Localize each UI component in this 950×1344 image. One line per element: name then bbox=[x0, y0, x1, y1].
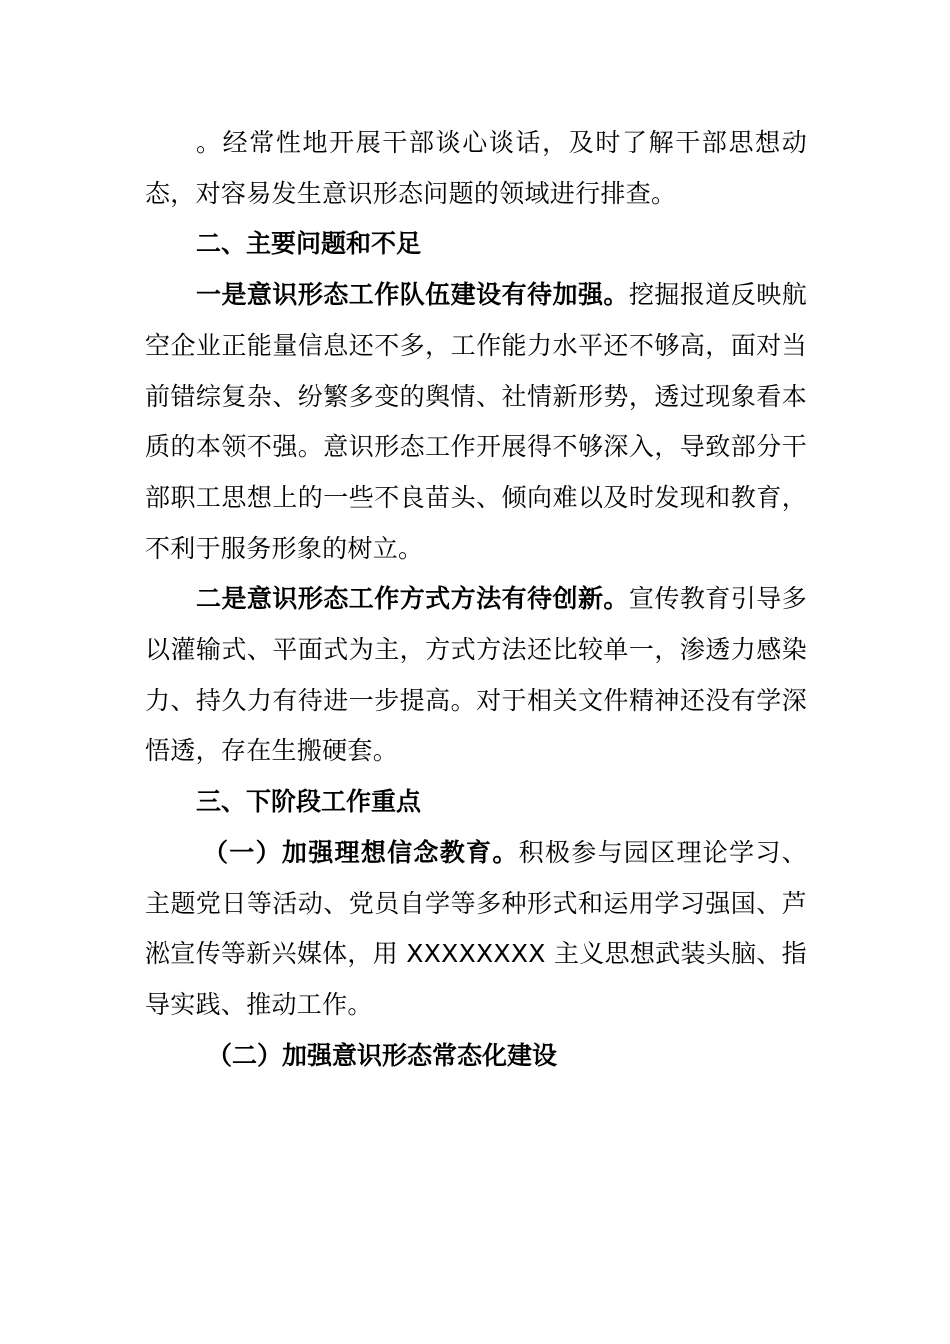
paragraph-lead: 二是意识形态工作方式方法有待创新。 bbox=[196, 584, 629, 614]
paragraph-priority-1 bbox=[145, 828, 807, 1031]
document-page bbox=[145, 118, 807, 1081]
paragraph-problem-1 bbox=[145, 270, 807, 574]
paragraph-body: 宣传教育引导多以灌输式、平面式为主，方式方法还比较单一，渗透力感染力、持久力有待进一步提高。对于相关文件精神还没有学深悟透，存在生搬硬套。 bbox=[145, 584, 807, 766]
paragraph-intro: 。经常性地开展干部谈心谈话，及时了解干部思想动态，对容易发生意识形态问题的领域进行排查。 bbox=[145, 128, 807, 208]
paragraph-body: 积极参与园区理论学习、主题党日等活动、党员自学等多种形式和运用学习强国、芦淞宣传等新兴媒体，用 XXXXXXXX 主义思想武装头脑、指导实践、推动工作。 bbox=[145, 837, 807, 1019]
paragraph-lead: 一是意识形态工作队伍建设有待加强。 bbox=[196, 280, 629, 310]
subheading-priority-2: （二）加强意识形态常态化建设 bbox=[207, 1040, 558, 1070]
paragraph-body: 挖掘报道反映航空企业正能量信息还不多，工作能力水平还不够高，面对当前错综复杂、纷繁多变的舆情、社情新形势，透过现象看本质的本领不强。意识形态工作开展得不够深入，导致部分干部职工思想上的一些不良苗头、倾向难以及时发现和教育，不利于服务形象的树立。 bbox=[145, 280, 807, 563]
paragraph-problem-2 bbox=[145, 574, 807, 777]
section-heading-problems: 二、主要问题和不足 bbox=[196, 229, 422, 259]
paragraph-lead: （一）加强理想信念教育。 bbox=[203, 837, 519, 867]
section-heading-priorities: 三、下阶段工作重点 bbox=[196, 787, 422, 817]
